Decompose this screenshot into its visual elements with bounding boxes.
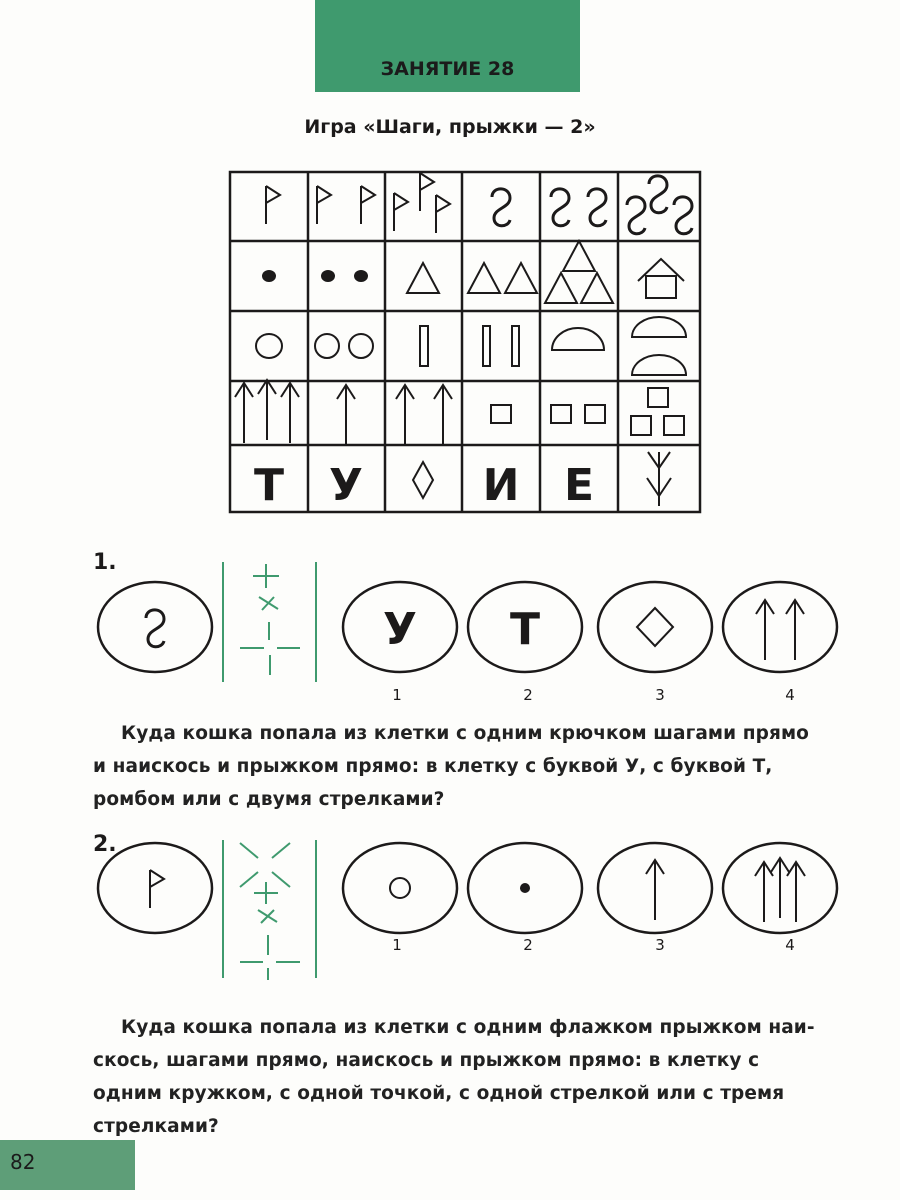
- exercise1-option-1[interactable]: [343, 582, 457, 672]
- exercise2-question: [93, 1011, 873, 1143]
- exercise1-start-cell: [98, 582, 212, 672]
- diamond-icon: [637, 608, 673, 646]
- exercise1-moves-diagram: [223, 562, 316, 682]
- exercise2-option-4[interactable]: [723, 843, 837, 933]
- three-triangles-icon: [545, 241, 613, 303]
- option-number-2: 2: [523, 686, 533, 704]
- option-number-4: 4: [785, 686, 795, 704]
- two-bars-icon: [483, 326, 519, 366]
- three-flags-icon: [394, 173, 450, 233]
- option-letter-u: У: [383, 604, 417, 655]
- hook-icon: [492, 189, 510, 226]
- option-number-1: 1: [392, 686, 402, 704]
- dot-icon: [262, 270, 276, 282]
- page-number: 82: [10, 1150, 36, 1174]
- arrow-icon: [646, 860, 664, 920]
- two-squares-icon: [551, 405, 605, 423]
- exercise2-number: 2.: [93, 832, 117, 857]
- arrow-icon: [786, 600, 804, 660]
- square-icon: [491, 405, 511, 423]
- lesson-title: ЗАНЯТИЕ 28: [380, 58, 515, 80]
- exercise2-option-1[interactable]: [343, 843, 457, 933]
- letter-u: У: [329, 460, 363, 511]
- option-number-4: 4: [785, 936, 795, 954]
- question-line: стрелками?: [93, 1116, 219, 1137]
- exercise1-number: 1.: [93, 550, 117, 575]
- game-title: Игра «Шаги, прыжки — 2»: [304, 116, 596, 138]
- letter-te: Т: [253, 460, 285, 511]
- house-icon: [638, 259, 684, 298]
- two-circles-icon: [315, 334, 373, 358]
- three-squares-icon: [631, 388, 684, 435]
- three-arrows-icon: [235, 380, 299, 443]
- branch-arrow-icon: [647, 452, 671, 506]
- circle-icon: [256, 334, 282, 358]
- triangle-icon: [407, 263, 439, 293]
- question-line: одним кружком, с одной точкой, с одной стрелкой или с тремя: [93, 1083, 785, 1104]
- option-number-1: 1: [392, 936, 402, 954]
- two-triangles-icon: [468, 263, 537, 293]
- diamond-icon: [413, 462, 433, 498]
- dot-icon: [520, 883, 530, 893]
- question-line: Куда кошка попала из клетки с одним крючком шагами прямо: [121, 723, 809, 744]
- question-line: скось, шагами прямо, наискось и прыжком прямо: в клетку с: [93, 1050, 760, 1071]
- option-number-2: 2: [523, 936, 533, 954]
- exercise2-option-2[interactable]: [468, 843, 582, 933]
- bar-icon: [420, 326, 428, 366]
- exercise1-option-4[interactable]: [723, 582, 837, 672]
- arrow-icon: [787, 862, 805, 922]
- letter-e: Е: [563, 460, 595, 511]
- two-half-disks-icon: [632, 317, 686, 375]
- arrow-icon: [771, 858, 789, 918]
- exercise1-option-3[interactable]: [598, 582, 712, 672]
- circle-icon: [390, 878, 410, 898]
- flag-icon: [266, 186, 280, 224]
- question-line: Куда кошка попала из клетки с одним флажком прыжком наи-: [121, 1017, 815, 1038]
- arrow-icon: [756, 600, 774, 660]
- two-arrows-icon: [396, 385, 452, 445]
- exercise1-option-2[interactable]: [468, 582, 582, 672]
- letter-i: И: [482, 460, 520, 511]
- half-disk-icon: [552, 328, 604, 350]
- exercise2-moves-diagram: [223, 840, 316, 980]
- option-number-3: 3: [655, 686, 665, 704]
- three-hooks-icon: [627, 176, 692, 234]
- two-flags-icon: [317, 186, 375, 224]
- two-hooks-icon: [551, 189, 606, 226]
- question-line: ромбом или с двумя стрелками?: [93, 789, 445, 810]
- two-dots-icon: [321, 270, 368, 282]
- option-letter-te: Т: [509, 604, 541, 655]
- option-number-3: 3: [655, 936, 665, 954]
- exercise2-option-3[interactable]: [598, 843, 712, 933]
- exercise1-question: [93, 717, 873, 816]
- arrow-icon: [337, 385, 355, 445]
- question-line: и наискось и прыжком прямо: в клетку с буквой У, с буквой Т,: [93, 756, 773, 777]
- arrow-icon: [755, 862, 773, 922]
